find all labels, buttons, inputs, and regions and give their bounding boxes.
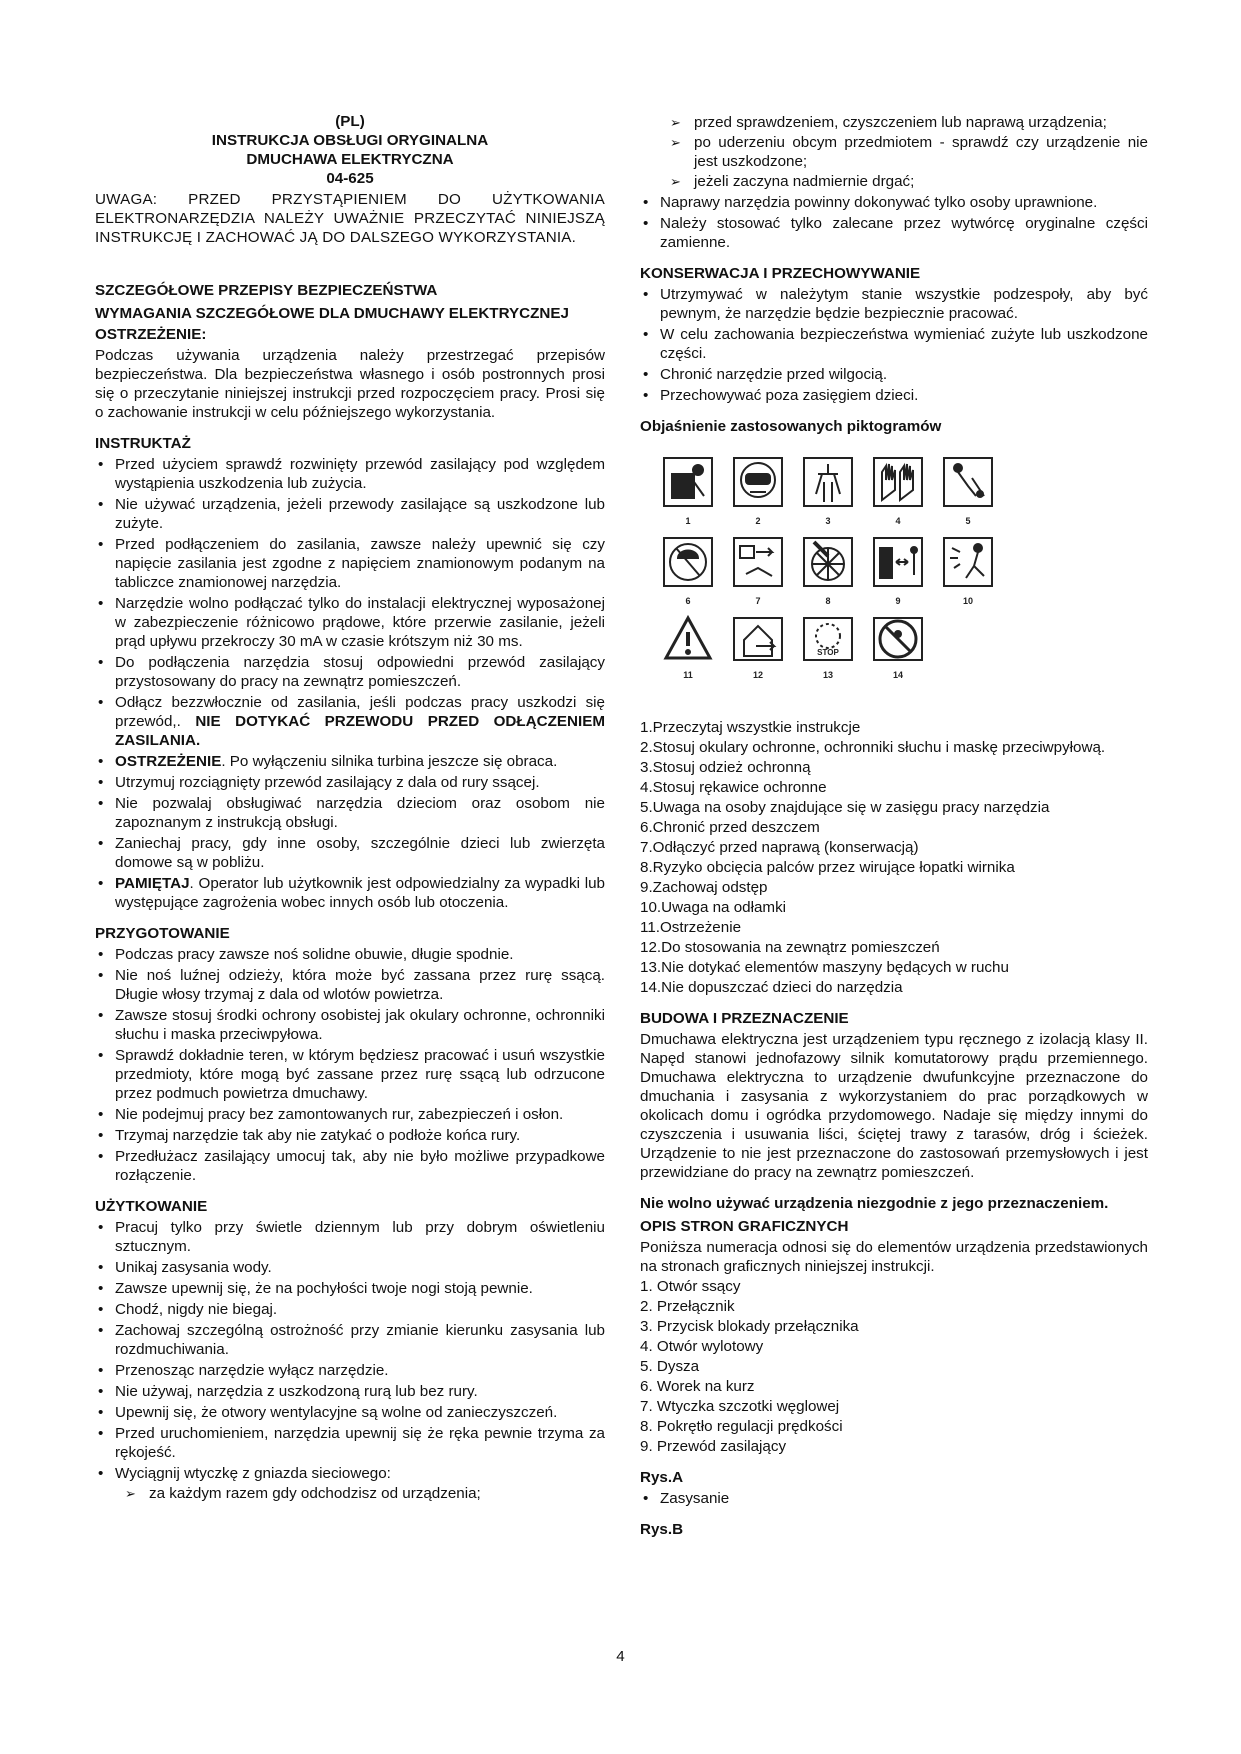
list-item: • Zawsze stosuj środki ochrony osobistej jak okulary ochronne, ochronniki słuchu i maska przeciwpyłowa. [95,1006,605,1044]
part-item: 1. Otwór ssący [640,1278,741,1295]
list-item: • Wyciągnij wtyczkę z gniazda sieciowego: [95,1464,605,1483]
doc-title: INSTRUKCJA OBSŁUGI ORYGINALNA [211,132,489,149]
list-item: • Trzymaj narzędzie tak aby nie zatykać o podłoże końca rury. [95,1126,605,1145]
product-name: DMUCHAWA ELEKTRYCZNA [246,151,454,168]
warning-heading: OSTRZEŻENIE: [95,326,207,343]
przygotowanie-heading: PRZYGOTOWANIE [95,925,230,942]
legend-item: 11.Ostrzeżenie [640,919,742,936]
list-item: • Należy stosować tylko zalecane przez wytwórcę oryginalne części zamienne. [640,214,1148,252]
pictogram-grid [652,452,1052,742]
legend-item: 7.Odłączyć przed naprawą (konserwacją) [640,839,919,856]
pictogram-legend [640,718,1148,997]
unplug-sublist [640,113,1148,252]
list-item: • Chronić narzędzie przed wilgocią. [640,365,1148,384]
list-item: • Nie podejmuj pracy bez zamontowanych rur, zabezpieczeń i osłon. [95,1105,605,1124]
konserwacja-list [640,285,1148,405]
pictogram-number: 8 [825,596,831,606]
list-item: • Nie używaj, narzędzia z uszkodzoną rurą lub bez rury. [95,1382,605,1401]
budowa-heading: BUDOWA I PRZEZNACZENIE [640,1010,849,1027]
fig-a-label: Rys.A [640,1469,684,1486]
unplug-icon [734,538,782,586]
pictogram-number: 1 [685,516,691,526]
part-item: 7. Wtyczka szczotki węglowej [640,1398,840,1415]
part-item: 9. Przewód zasilający [640,1438,787,1455]
legend-item: 13.Nie dotykać elementów maszyny będących w ruchu [640,959,1009,976]
part-item: 6. Worek na kurz [640,1378,755,1395]
safety-heading: SZCZEGÓŁOWE PRZEPISY BEZPIECZEŃSTWA [95,282,438,299]
legend-item: 1.Przeczytaj wszystkie instrukcje [640,719,861,736]
pictogram-number: 5 [965,516,971,526]
list-item: • Nie używać urządzenia, jeżeli przewody zasilające są uszkodzone lub zużyte. [95,495,605,533]
bystander-warning-icon [944,458,992,506]
item-text: . Operator lub użytkownik jest odpowiedzialny za wypadki lub występujące zagrożenia wobec innych osób lub otoczenia. [115,875,605,911]
pictogram-number: 13 [822,670,834,680]
part-item: 2. Przełącznik [640,1298,735,1315]
item-text: . Po wyłączeniu silnika turbina jeszcze się obraca. [221,753,558,770]
pictogram-number: 3 [825,516,831,526]
part-item: 4. Otwór wylotowy [640,1338,764,1355]
warning-triangle-icon [666,618,710,658]
right-column [640,112,1148,1541]
legend-item: 4.Stosuj rękawice ochronne [640,779,827,796]
list-item: • Utrzymywać w należytym stanie wszystkie podzespoły, aby być pewnym, że narzędzie będzie bezpiecznie pracować. [640,285,1148,323]
list-item: • Przed podłączeniem do zasilania, zawsze należy upewnić się czy napięcie zasilania jest zgodne z napięciem znamionowym podanym na tabliczce znamionowej narzędzia. [95,535,605,592]
list-item: • Zachowaj szczególną ostrożność przy zmianie kierunku zasysania lub rozdmuchiwania. [95,1321,605,1359]
list-item: • Nie pozwalaj obsługiwać narzędzia dzieciom oraz osobom nie zapoznanym z instrukcją obsługi. [95,794,605,832]
legend-item: 6.Chronić przed deszczem [640,819,820,836]
list-item: • Do podłączenia narzędzia stosuj odpowiedni przewód zasilający przystosowany do pracy na zewnątrz pomieszczeń. [95,653,605,691]
warning-text: UWAGA: PRZED PRZYSTĄPIENIEM DO UŻYTKOWANIA ELEKTRONARZĘDZIA NALEŻY UWAŻNIE PRZECZYTAĆ NINIEJSZĄ INSTRUKCJĘ I ZACHOWAĆ JĄ DO DALSZEGO WYKORZYSTANIA. [95,191,605,246]
pictogram-number: 9 [895,596,901,606]
legend-item: 9.Zachowaj odstęp [640,879,768,896]
legend-item: 14.Nie dopuszczać dzieci do narzędzia [640,979,903,996]
part-item: 8. Pokrętło regulacji prędkości [640,1418,843,1435]
opis-heading: OPIS STRON GRAFICZNYCH [640,1218,849,1235]
part-item: 3. Przycisk blokady przełącznika [640,1318,859,1335]
legend-item: 8.Ryzyko obcięcia palców przez wirujące łopatki wirnika [640,859,1015,876]
pictogram-number: 7 [755,596,761,606]
list-item: • Narzędzie wolno podłączać tylko do instalacji elektrycznej wyposażonej w zabezpieczenie różnicowo prądowe, które przerwie zasilanie, jeżeli prąd upływu przekroczy 30 mA w czasie krótszym niż 30 ms. [95,594,605,651]
usage-notice: Nie wolno używać urządzenia niezgodnie z jego przeznaczeniem. [640,1195,1109,1212]
uzytkowanie-heading: UŻYTKOWANIE [95,1198,208,1215]
list-item: • Przed uruchomieniem, narzędzia upewnij się że ręka pewnie trzyma za rękojeść. [95,1424,605,1462]
list-item: • Nie noś luźnej odzieży, która może być zassana przez rurę ssącą. Długie włosy trzymaj z dala od wlotów powietrza. [95,966,605,1004]
no-rain-icon [664,538,712,586]
opis-intro: Poniższa numeracja odnosi się do elementów urządzenia przedstawionych na stronach graficznych niniejszej instrukcji. [640,1239,1148,1275]
protective-gear-icon [734,458,782,506]
pictogram-number: 12 [752,670,764,680]
rotating-blades-icon [804,538,852,586]
read-manual-icon [664,458,712,506]
model-number: 04-625 [326,170,374,187]
list-item: • Podczas pracy zawsze noś solidne obuwie, długie spodnie. [95,945,605,964]
item-bold-text: NIE DOTYKAĆ PRZEWODU PRZED ODŁĄCZENIEM ZASILANIA. [115,713,605,749]
list-item: • Przechowywać poza zasięgiem dzieci. [640,386,1148,405]
uzytkowanie-list [95,1218,605,1503]
pictogram-number: 2 [755,516,761,526]
instruktaz-heading: INSTRUKTAŻ [95,435,191,452]
konserwacja-heading: KONSERWACJA I PRZECHOWYWANIE [640,265,921,282]
list-item [95,752,605,771]
list-item: • Przedłużacz zasilający umocuj tak, aby nie było możliwe przypadkowe rozłączenie. [95,1147,605,1185]
list-item [95,693,605,750]
legend-item: 3.Stosuj odzież ochronną [640,759,811,776]
list-item: • Upewnij się, że otwory wentylacyjne są wolne od zanieczyszczeń. [95,1403,605,1422]
instruktaz-list [95,455,605,912]
list-item [95,874,605,912]
legend-item: 2.Stosuj okulary ochronne, ochronniki słuchu i maskę przeciwpyłową. [640,739,1106,756]
list-item: • Przenosząc narzędzie wyłącz narzędzie. [95,1361,605,1380]
legend-item: 12.Do stosowania na zewnątrz pomieszczeń [640,939,940,956]
list-item: • Sprawdź dokładnie teren, w którym będziesz pracować i usuń wszystkie przedmioty, które mogą być zassane przez rurę ssącą lub odrzucone przez podmuch powietrza dmuchawy. [95,1046,605,1103]
safety-subheading: WYMAGANIA SZCZEGÓŁOWE DLA DMUCHAWY ELEKTRYCZNEJ [95,305,569,322]
keep-children-away-icon [874,618,922,660]
list-item: • Chodź, nigdy nie biegaj. [95,1300,605,1319]
pictogram-number: 10 [962,596,974,606]
list-item: • Naprawy narzędzia powinny dokonywać tylko osoby uprawnione. [640,193,1148,212]
parts-list [640,1277,1148,1456]
sub-list-item: ➢ po uderzeniu obcym przedmiotem - sprawdź czy urządzenie nie jest uszkodzone; [640,133,1148,171]
pictogram-number: 11 [683,670,693,680]
flying-debris-icon [944,538,992,586]
page-number: 4 [616,1648,625,1665]
item-text: Odłącz bezzwłocznie od zasilania, jeśli podczas pracy uszkodzi się przewód,. [115,694,605,730]
outdoor-use-icon [734,618,782,660]
legend-item: 5.Uwaga na osoby znajdujące się w zasięgu pracy narzędzia [640,799,1050,816]
list-item: • Pracuj tylko przy świetle dziennym lub przy dobrym oświetleniu sztucznym. [95,1218,605,1256]
pictogram-number: 14 [892,670,904,680]
item-bold-text: PAMIĘTAJ [115,875,190,892]
przygotowanie-list [95,945,605,1185]
fig-a-list [640,1489,1148,1508]
part-item: 5. Dysza [640,1358,700,1375]
budowa-text: Dmuchawa elektryczna jest urządzeniem typu ręcznego z izolacją klasy II. Napęd stanowi jednofazowy silnik komutatorowy prądu przemiennego. Dmuchawa elektryczna to urządzenie dwufunkcyjne przeznaczone do dmuchania i zasysania z wykorzystaniem do prac porządkowych w okolicach domu i ogródka przydomowego. Nadaje się między innymi do czyszczenia i usuwania liści, ściętej trawy z tarasów, dróg i ścieżek. Urządzenie to nie jest przeznaczone do zastosowań przemysłowych i jest przewidziane do pracy na zewnątrz pomieszczeń. [640,1031,1148,1181]
list-item: • Przed użyciem sprawdź rozwinięty przewód zasilający pod względem wystąpienia uszkodzenia lub zużycia. [95,455,605,493]
pictogram-number: 4 [895,516,901,526]
pictogram-heading: Objaśnienie zastosowanych piktogramów [640,418,942,435]
list-item: • Utrzymuj rozciągnięty przewód zasilający z dala od rury ssącej. [95,773,605,792]
fig-b-label: Rys.B [640,1521,684,1538]
sub-list-item: ➢ jeżeli zaczyna nadmiernie drgać; [640,172,1148,191]
pictogram-number: 6 [685,596,691,606]
sub-list-item: ➢ za każdym razem gdy odchodzisz od urządzenia; [95,1484,605,1503]
gloves-icon [874,458,922,506]
safety-intro: Podczas używania urządzenia należy przestrzegać przepisów bezpieczeństwa. Dla bezpieczeństwa własnego i osób postronnych prosi się o przeczytanie niniejszej instrukcji przed rozpoczęciem pracy. Prosi się o zachowanie instrukcji w celu późniejszego wykorzystania. [95,347,605,421]
legend-item: 10.Uwaga na odłamki [640,899,787,916]
list-item: • Zaniechaj pracy, gdy inne osoby, szczególnie dzieci lub zwierzęta domowe są w pobliżu. [95,834,605,872]
list-item: • W celu zachowania bezpieczeństwa wymieniać zużyte lub uszkodzone części. [640,325,1148,363]
list-item: • Zawsze upewnij się, że na pochyłości twoje nogi stoją pewnie. [95,1279,605,1298]
sub-list-item: ➢ przed sprawdzeniem, czyszczeniem lub naprawą urządzenia; [640,113,1148,132]
item-bold-text: OSTRZEŻENIE [115,753,222,770]
left-column [95,112,605,1503]
stop-label: STOP [817,648,839,657]
lang-code: (PL) [335,113,365,130]
list-item: • Zasysanie [640,1489,1148,1508]
protective-clothing-icon [804,458,852,506]
keep-distance-icon [874,538,922,586]
list-item: • Unikaj zasysania wody. [95,1258,605,1277]
